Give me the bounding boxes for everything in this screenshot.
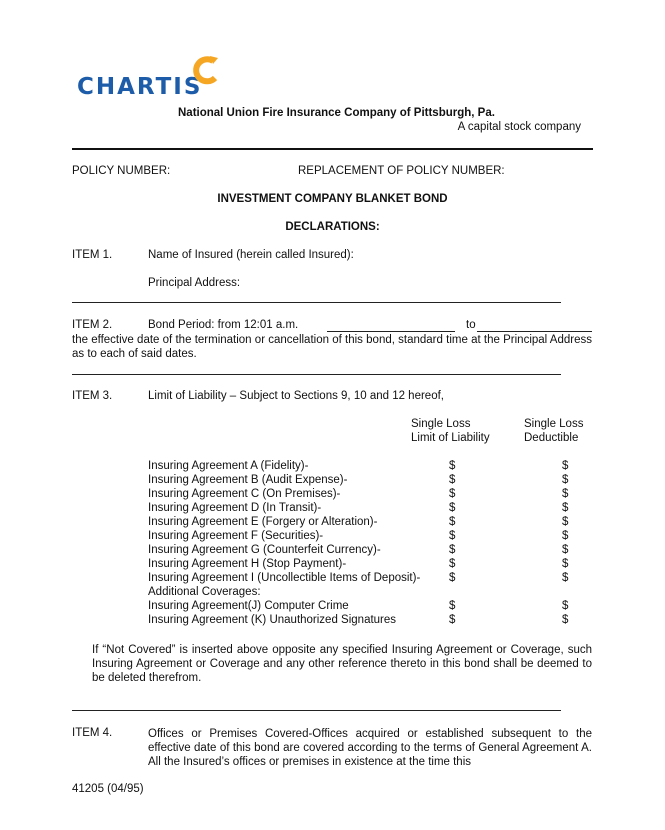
agreement-label: Insuring Agreement F (Securities)- [148, 530, 324, 542]
limit-value: $ [449, 460, 456, 472]
bond-period-start-blank [327, 331, 455, 332]
item3-limit-text: Limit of Liability – Subject to Sections 9, 10 and 12 hereof, [148, 390, 444, 402]
company-subtitle: A capital stock company [457, 121, 581, 133]
agreement-label: Insuring Agreement (K) Unauthorized Signatures [148, 614, 397, 626]
deductible-value: $ [562, 544, 569, 556]
item4-number: ITEM 4. [72, 727, 113, 739]
limit-value: $ [449, 516, 456, 528]
item1-address-label: Principal Address: [148, 277, 241, 289]
agreement-label: Insuring Agreement A (Fidelity)- [148, 460, 309, 472]
item2-continuation: the effective date of the termination or cancellation of this bond, standard time at the Principal Address as to each of said dates. [72, 334, 592, 360]
limit-column-header-line2: Limit of Liability [411, 432, 490, 444]
deductible-value: $ [562, 600, 569, 612]
limit-value: $ [449, 614, 456, 626]
limit-value: $ [449, 558, 456, 570]
limit-value: $ [449, 572, 456, 584]
item2-number: ITEM 2. [72, 319, 113, 331]
table-row [148, 530, 578, 544]
bond-title: INVESTMENT COMPANY BLANKET BOND [217, 193, 448, 205]
item3-divider [72, 710, 561, 711]
table-row [148, 558, 578, 572]
table-row [148, 572, 578, 586]
item1-number: ITEM 1. [72, 249, 113, 261]
deductible-value: $ [562, 572, 569, 584]
limit-column-header-line1: Single Loss [411, 418, 471, 430]
agreement-label: Insuring Agreement C (On Premises)- [148, 488, 341, 500]
deductible-value: $ [562, 516, 569, 528]
limit-value: $ [449, 600, 456, 612]
agreement-label: Insuring Agreement H (Stop Payment)- [148, 558, 347, 570]
agreement-label: Insuring Agreement G (Counterfeit Currency)- [148, 544, 381, 556]
item1-name-label: Name of Insured (herein called Insured): [148, 249, 354, 261]
replacement-policy-label: REPLACEMENT OF POLICY NUMBER: [298, 165, 505, 177]
deductible-value: $ [562, 474, 569, 486]
agreement-label: Insuring Agreement I (Uncollectible Items of Deposit)- [148, 572, 421, 584]
deductible-value: $ [562, 614, 569, 626]
item1-divider [72, 302, 561, 303]
table-row [148, 586, 578, 600]
agreement-label: Insuring Agreement E (Forgery or Alteration)- [148, 516, 378, 528]
table-row [148, 474, 578, 488]
limit-value: $ [449, 474, 456, 486]
agreement-label: Insuring Agreement D (In Transit)- [148, 502, 322, 514]
form-number: 41205 (04/95) [72, 783, 144, 795]
item2-divider [72, 374, 561, 375]
deductible-value: $ [562, 502, 569, 514]
additional-coverages-label: Additional Coverages: [148, 586, 261, 598]
limit-value: $ [449, 544, 456, 556]
company-name: National Union Fire Insurance Company of Pittsburgh, Pa. [178, 107, 495, 119]
limit-value: $ [449, 530, 456, 542]
not-covered-note: If “Not Covered” is inserted above opposite any specified Insuring Agreement or Coverage, such Insuring Agreement or Coverage and any other reference thereto in this bond shall be deemed to be deleted therefrom. [92, 644, 592, 684]
bond-period-end-blank [477, 331, 592, 332]
table-row [148, 600, 578, 614]
agreement-label: Insuring Agreement(J) Computer Crime [148, 600, 349, 612]
item2-to: to [466, 319, 476, 331]
header-divider [72, 148, 593, 150]
deductible-value: $ [562, 558, 569, 570]
deductible-value: $ [562, 488, 569, 500]
chartis-logo-text: CHARTIS [77, 74, 203, 100]
item3-number: ITEM 3. [72, 390, 113, 402]
declarations-title: DECLARATIONS: [285, 221, 380, 233]
policy-number-label: POLICY NUMBER: [72, 165, 171, 177]
table-row [148, 544, 578, 558]
deductible-column-header-line1: Single Loss [524, 418, 584, 430]
item2-bond-period: Bond Period: from 12:01 a.m. [148, 319, 299, 331]
table-row [148, 460, 578, 474]
deductible-column-header-line2: Deductible [524, 432, 579, 444]
deductible-value: $ [562, 460, 569, 472]
chartis-logo-mark-icon [188, 54, 222, 88]
table-row [148, 516, 578, 530]
limit-value: $ [449, 502, 456, 514]
table-row [148, 488, 578, 502]
item4-text: Offices or Premises Covered-Offices acquired or established subsequent to the effective date of this bond are covered according to the terms of General Agreement A. All the Insured’s offices or premises in existence at the time this [148, 728, 592, 768]
limit-value: $ [449, 488, 456, 500]
deductible-value: $ [562, 530, 569, 542]
table-row [148, 614, 578, 628]
table-row [148, 502, 578, 516]
agreement-label: Insuring Agreement B (Audit Expense)- [148, 474, 348, 486]
